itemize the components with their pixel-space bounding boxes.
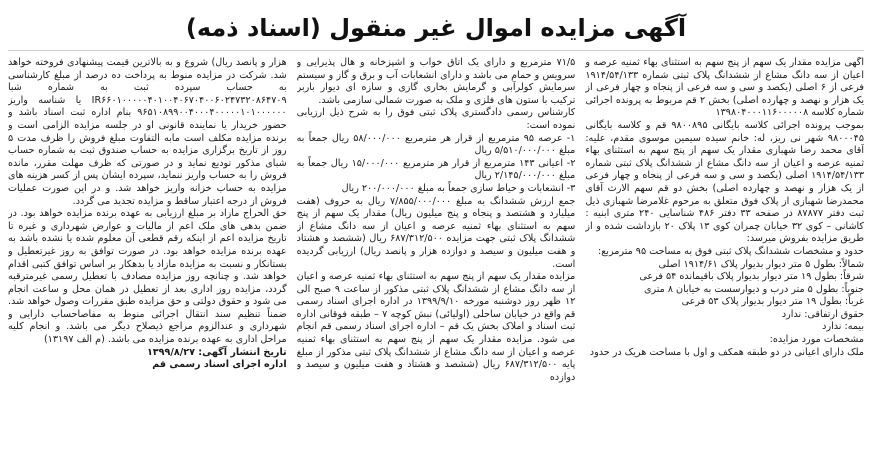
intro-paragraph: آگهی مزایده مقدار یک سهم از پنج سهم به استثنای بهاء ثمنیه عرصه و اعیان از سه دانگ مشاع از ششدانگ پلاک ثبتی شماره ۱۹۱۴/۵۴/۱۳۳ فرعی از ۶ اصلی (یکصد و سی و سه فرعی از پنجاه و چهار فرعی از یک هزار و نهصد و چهارده اصلی) بخش ۲ قم مربوط به پرونده اجرائی شماره کلاسه ۱۳۹۸۰۴۰۰۰۱۱۶۰۰۰۰۰۸ — [585, 57, 864, 119]
column-middle — [297, 57, 576, 443]
bound-east: شرقاً: بطول ۱۹ متر دیوار بدیوار پلاک باقیمانده ۵۴ فرعی — [639, 271, 864, 283]
auction-terms: مزایده مقدار یک سهم از پنج سهم به استثنای بهاء ثمنیه عرصه و اعیان از سه دانگ مشاع از ششدانگ پلاک ثبتی مذکور از ساعت ۹ صبح الی ۱۲ ظهر روز دوشنبه مورخه ۱۳۹۹/۹/۱۰ در اداره اجرای اسناد رسمی قم واقع در خیابان ساحلی (اولیائی) نبش کوچه ۷ – طبقه فوقانی اداره ثبت اسناد و املاک بخش یک قم – اداره اجرای اسناد رسمی قم انجام می شود. مزایده مقدار یک سهم از پنج سهم به استثنای بهاء ثمنیه عرصه و اعیان از سه دانگ مشاع از ششدانگ پلاک ثبتی مذکور از مبلغ پایه ۶۸۷/۳۱۲/۵۰۰ ریال (ششصد و هشتاد و هفت میلیون و سیصد و دوازده — [296, 271, 576, 383]
bound-west: غرباً: بطول ۱۹ متر دیوار بدیوار پلاک ۵۳ فرعی — [681, 296, 864, 308]
appraisal-item-utilities: ۳- انشعابات و حیاط سازی جمعاً به مبلغ ۲۰۰/۰۰۰/۰۰۰ ریال — [341, 182, 576, 194]
text-columns — [8, 57, 864, 443]
column-right — [585, 57, 864, 443]
signature: اداره اجرای اسناد رسمی قم — [152, 359, 287, 371]
property-description: ۷۱/۵ مترمربع و دارای یک اتاق خواب و آشپزخانه و هال پذیرایی و سرویس و حمام می باشد و دارای انشعابات آب و برق و گاز و سیستم سرمایش کولرآبی و گرمایش بخاری گازی و سازه ای دیوار باربر ترکیب با ستون های فلزی و ملک به صورت شمالی سازمی باشد. — [296, 57, 576, 106]
column-left — [8, 57, 287, 443]
appraisal-item-building: ۲- اعیانی ۱۴۳ مترمربع از قرار هر مترمربع ۱۵/۰۰۰/۰۰۰ ریال جمعاً به مبلغ ۲/۱۴۵/۰۰۰/۰۰۰ ریال — [296, 157, 576, 182]
publish-date: تاریخ انتشار آگهی: ۱۳۹۹/۸/۲۷ — [146, 346, 287, 358]
easement-rights: حقوق ارتفاقی: ندارد — [781, 308, 864, 320]
case-paragraph: بموجب پرونده اجرائی کلاسه بایگانی ۹۸۰۰۸۹۵ قم و کلاسه بایگانی ۹۸۰۰۰۴۵ شهر نی ریز، له: خانم سیده سیمین موسوی مقدم، علیه: آقای محمد رضا شهبازی مقدار یک سهم از پنج سهم به استثنای بهاء ثمنیه عرصه و اعیان از سه دانگ مشاع از ششدانگ پلاک ثبتی شماره ۱۹۱۴/۵۴/۱۳۳ اصلی (یکصد و سی و سه فرعی از پنجاه و چهار فرعی از یک هزار و نهصد و چهارده اصلی) بخش دو قم سهم الارث آقای محمدرضا شهبازی از پلاک فوق متعلق به مرحوم غلامرضا شهبازی ذیل ثبت دفتر ۸۷۸۷۷ در صفحه ۳۳ دفتر ۴۸۶ شناسایی ۲۴۰ متری ابنیه : کاشانی – کوی ۳۲ خیابان چمران کوی ۱۳ پلاک ۲۰ بازداشت شده و از طریق مزایده بفروش میرسد: — [585, 119, 864, 245]
notice-title: آگهی مزایده اموال غیر منقول (اسناد ذمه) — [185, 14, 687, 42]
bound-north: شمالاً: بطول ۵ متر دیوار بدیوار پلاک ۱۹۱۴/۶۱ اصلی — [658, 258, 864, 270]
appraisal-item-land: ۱- عرصه ۹۵ مترمربع از قرار هر مترمربع ۵۸/۰۰۰/۰۰۰ ریال جمعاً به مبلغ ۵/۵۱۰/۰۰۰/۰۰۰ ریال — [296, 132, 576, 157]
specs-paragraph: ملک دارای اعیانی در دو طبقه همکف و اول با مساحت هریک در حدود — [589, 346, 864, 358]
specs-heading: مشخصات مورد مزایده: — [769, 334, 864, 346]
title-band — [8, 6, 864, 51]
insurance: بیمه: ندارد — [822, 321, 864, 333]
liabilities-terms: حق الحراج مازاد بر مبلغ ارزیابی به عهده برنده مزایده خواهد بود. در ضمن بدهی های ملک اعم از مالیات و عوارض شهرداری و غیره تا تاریخ مزایده اعم از اینکه رقم قطعی آن معلوم شده یا نشده باشد به عهده برنده مزایده خواهد بود. در صورت توافق به روز غیرتعطیل و بستانکار و نسبت به مزایده مازاد یا بدهکار بر اساس توافق کتبی اقدام خواهد شد. و چنانچه روز مزایده مصادف با تعطیل رسمی غیرمترقبه گردد، مزایده روز اداری بعد از تعطیل در همان محل و ساعت انجام می شود و حقوق دولتی و حق مزایده طبق مقررات وصول خواهد شد. ضمناً تنظیم سند انتقال اجرائی منوط به مفاصاحساب دارایی و شهرداری و عندالزوم مراجع ذیصلاح دیگر می باشد. و انجام کلیه مراحل اداری به عهده برنده مزایده می باشد. (م الف ۱۳۱۹۷) — [7, 208, 287, 346]
appraisal-intro: کارشناس رسمی دادگستری پلاک ثبتی فوق را به شرح ذیل ارزیابی نموده است: — [296, 107, 576, 131]
payment-terms: هزار و پانصد ریال) شروع و به بالاترین قیمت پیشنهادی فروخته خواهد شد. شرکت در مزایده منوط به پرداخت ده درصد از مبلغ کارشناسی به حساب سپرده ثبت به شماره شبا IR۶۶۰۱۰۰۰۰۰۴۰۱۰۰۴۰۶۷۰۴۰۰۶۰۲۴۷۳۲۰۸۶۴۷۰۹ یا شناسه واریز ۹۶۵۱۰۸۹۹۰۰۴۰۰۰۴۰۰۰۰۰۱۰۱۰۰۰۰۰۰ بنام اداره ثبت اسناد باشد و حضور خریدار یا نماینده قانونی او در جلسه مزایده الزامی است و برنده مزایده مکلف است مابه التفاوت مبلغ فروش را ظرف مدت ۵ روز از تاریخ برگزاری مزایده به حساب صندوق ثبت به شماره حساب شبای مذکور تودیع نماید و در صورتی که ظرف مهلت مقرر، مانده فروش را به حساب واریز ننماید، سپرده ایشان پس از کسر هزینه های مزایده به حساب خزانه واریز خواهد شد. و در این صورت عملیات فروش از درجه اعتبار ساقط و مزایده تجدید می گردد. — [7, 57, 287, 207]
bounds-heading: حدود و مشخصات ششدانگ پلاک ثبتی فوق به مساحت ۹۵ مترمربع: — [597, 245, 864, 257]
appraisal-total: جمع ارزش ششدانگ به مبلغ ۷/۸۵۵/۰۰۰/۰۰۰ ریال به حروف (هفت میلیارد و هشتصد و پنجاه و پنج میلیون ریال) مقدار یک سهم از پنج سهم به استثنای بهاء ثمنیه عرصه و اعیان از سه دانگ مشاع از ششدانگ پلاک ثبتی جهت مزایده ۶۸۷/۳۱۲/۵۰۰ ریال (ششصد و هشتاد و هفت میلیون و سیصد و دوازده هزار و پانصد ریال) ارزیابی گردیده است. — [296, 195, 576, 270]
bound-south: جنوباً: بطول ۵ متر درب و دیوارسست به خیابان ۸ متری — [643, 283, 864, 295]
